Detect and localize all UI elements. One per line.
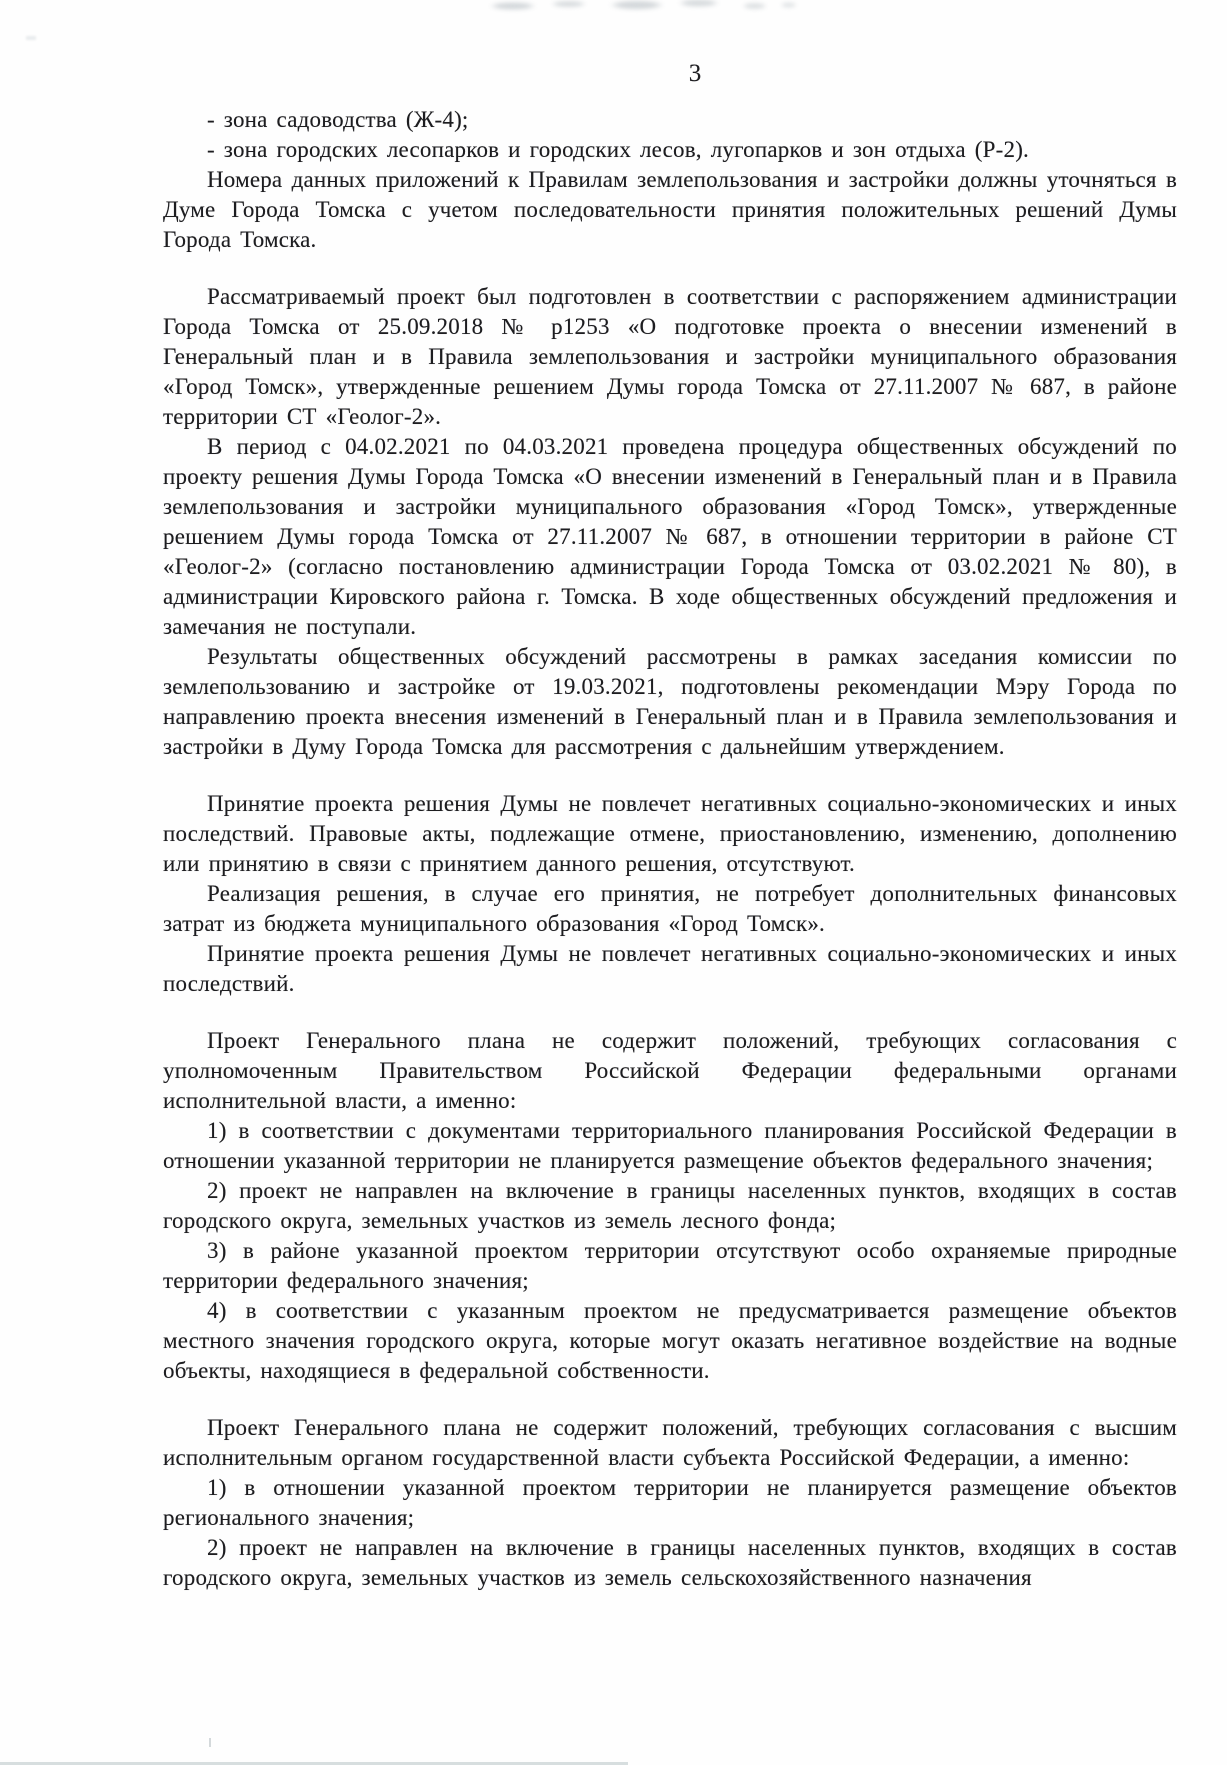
paragraph: 2) проект не направлен на включение в границы населенных пунктов, входящих в состав городского округа, земельных участков из земель лесного фонда; <box>163 1178 1177 1233</box>
paragraph: 2) проект не направлен на включение в границы населенных пунктов, входящих в состав городского округа, земельных участков из земель сельскохозяйственного назначения <box>163 1535 1177 1590</box>
paragraph: Номера данных приложений к Правилам землепользования и застройки должны уточняться в Думе Города Томска с учетом последовательности принятия положительных решений Думы Города Томска. <box>163 167 1177 252</box>
paragraph: 1) в соответствии с документами территориального планирования Российской Федерации в отношении указанной территории не планируется размещение объектов федерального значения; <box>163 1118 1177 1173</box>
paragraph: Принятие проекта решения Думы не повлечет негативных социально-экономических и иных последствий. <box>163 941 1177 996</box>
paragraph: Реализация решения, в случае его принятия, не потребует дополнительных финансовых затрат из бюджета муниципального образования «Город Томск». <box>163 881 1177 936</box>
scan-smudge-artifact <box>488 0 798 15</box>
paragraph: Результаты общественных обсуждений рассмотрены в рамках заседания комиссии по землепользованию и застройке от 19.03.2021, подготовлены рекомендации Мэру Города по направлению проекта внесения изменений в Генеральный план и в Правила землепользования и застройки в Думу Города Томска для рассмотрения с дальнейшим утверждением. <box>163 644 1177 759</box>
paragraph: В период с 04.02.2021 по 04.03.2021 проведена процедура общественных обсуждений по проекту решения Думы Города Томска «О внесении изменений в Генеральный план и в Правила землепользования и застройки муниципального образования «Город Томск», утвержденные решением Думы города Томска от 27.11.2007 № 687, в отношении территории в районе СТ «Геолог-2» (согласно постановлению администрации Города Томска от 03.02.2021 № 80), в администрации Кировского района г. Томска. В ходе общественных обсуждений предложения и замечания не поступали. <box>163 434 1177 639</box>
paragraph: 1) в отношении указанной проектом территории не планируется размещение объектов регионального значения; <box>163 1475 1177 1530</box>
paragraph: - зона садоводства (Ж-4); <box>207 107 469 132</box>
paragraph: 4) в соответствии с указанным проектом не предусматривается размещение объектов местного значения городского округа, которые могут оказать негативное воздействие на водные объекты, находящиеся в федеральной собственности. <box>163 1298 1177 1383</box>
paragraph: Принятие проекта решения Думы не повлечет негативных социально-экономических и иных последствий. Правовые акты, подлежащие отмене, приостановлению, изменению, дополнению или принятию в связи с принятием данного решения, отсутствуют. <box>163 791 1177 876</box>
paragraph: - зона городских лесопарков и городских лесов, лугопарков и зон отдыха (Р-2). <box>207 137 1030 162</box>
scan-speck-artifact <box>209 1738 211 1747</box>
scan-mark-artifact <box>26 36 36 40</box>
page-number: 3 <box>688 60 702 87</box>
paragraph: 3) в районе указанной проектом территории отсутствуют особо охраняемые природные территории федерального значения; <box>163 1238 1177 1293</box>
document-body <box>163 105 1177 1593</box>
paragraph: Проект Генерального плана не содержит положений, требующих согласования с высшим исполнительным органом государственной власти субъекта Российской Федерации, а именно: <box>163 1415 1177 1470</box>
paragraph: Проект Генерального плана не содержит положений, требующих согласования с уполномоченным Правительством Российской Федерации федеральными органами исполнительной власти, а именно: <box>163 1028 1177 1113</box>
paragraph: Рассматриваемый проект был подготовлен в соответствии с распоряжением администрации Города Томска от 25.09.2018 № р1253 «О подготовке проекта о внесении изменений в Генеральный план и в Правила землепользования и застройки муниципального образования «Город Томск», утвержденные решением Думы города Томска от 27.11.2007 № 687, в районе территории СТ «Геолог-2». <box>163 284 1177 429</box>
